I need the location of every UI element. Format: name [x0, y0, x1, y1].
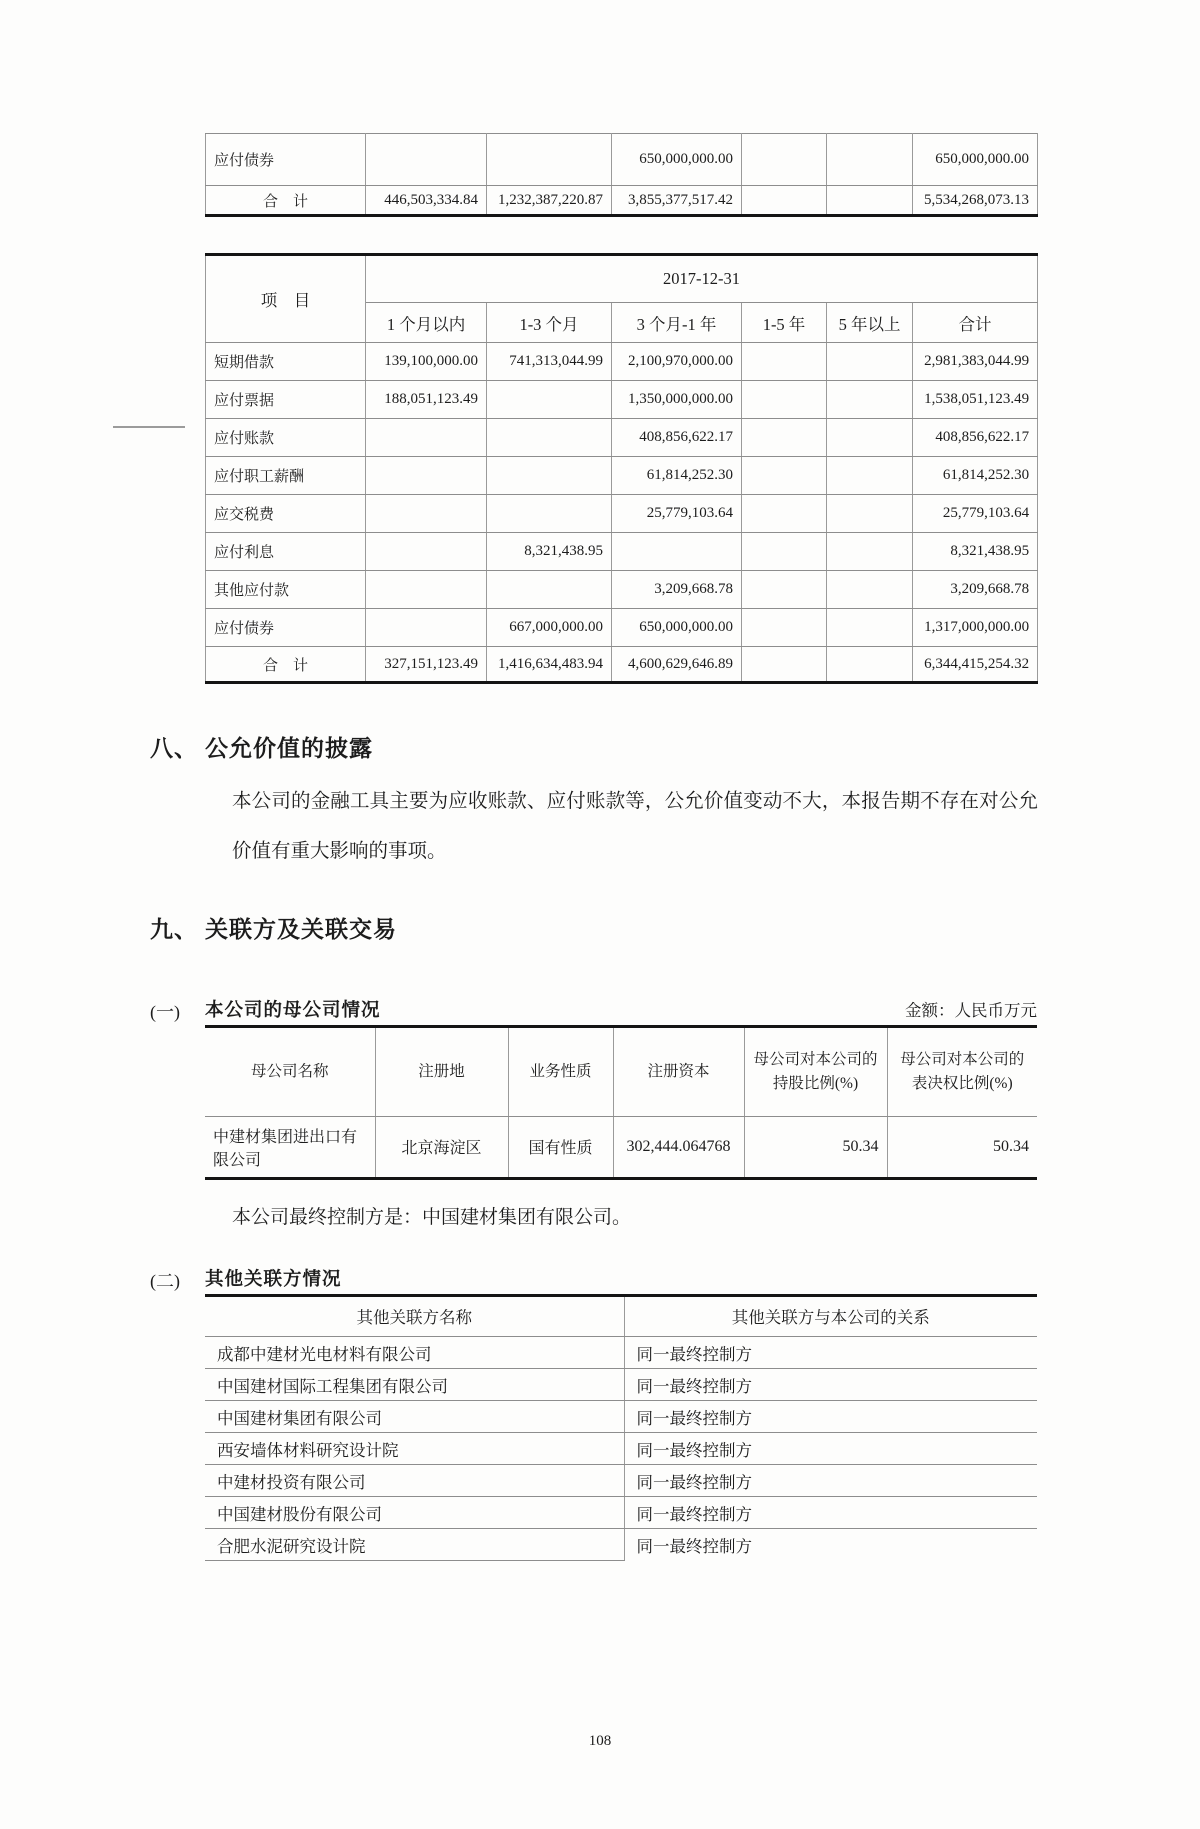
value-cell [487, 381, 612, 419]
value-cell [827, 134, 913, 186]
column-header-cell: 注册资本 [613, 1028, 744, 1116]
payables-aging-table-2017 [205, 253, 1038, 684]
value-cell [366, 419, 487, 457]
relation-cell: 同一最终控制方 [624, 1497, 1037, 1529]
relation-cell: 同一最终控制方 [624, 1433, 1037, 1465]
table-row [205, 1497, 1037, 1529]
value-cell: 408,856,622.17 [913, 419, 1038, 457]
value-cell [742, 609, 827, 647]
value-cell: 2,100,970,000.00 [612, 343, 742, 381]
value-cell: 650,000,000.00 [913, 134, 1038, 186]
section-title: 公允价值的披露 [205, 735, 373, 761]
value-cell [366, 533, 487, 571]
value-cell [827, 457, 913, 495]
table-total-row [206, 186, 1038, 216]
column-header-cell: 1-5 年 [742, 303, 827, 343]
relation-cell: 同一最终控制方 [624, 1369, 1037, 1401]
related-party-name-cell: 中国建材股份有限公司 [205, 1497, 624, 1529]
section-9-heading [150, 911, 1040, 944]
subsection-1-heading [150, 996, 1200, 1028]
column-header-cell: 其他关联方名称 [205, 1297, 624, 1337]
value-cell: 1,538,051,123.49 [913, 381, 1038, 419]
table-row [205, 1433, 1037, 1465]
column-header-cell: 3 个月-1 年 [612, 303, 742, 343]
value-cell [742, 134, 827, 186]
value-cell [742, 186, 827, 216]
table-row [205, 1465, 1037, 1497]
table-row [205, 1369, 1037, 1401]
table-row [206, 533, 1038, 571]
table-row [205, 1337, 1037, 1369]
value-cell: 139,100,000.00 [366, 343, 487, 381]
value-cell: 667,000,000.00 [487, 609, 612, 647]
relation-cell: 同一最终控制方 [624, 1337, 1037, 1369]
value-cell [827, 186, 913, 216]
value-cell [827, 381, 913, 419]
value-cell: 6,344,415,254.32 [913, 647, 1038, 683]
value-cell [742, 647, 827, 683]
value-cell: 25,779,103.64 [913, 495, 1038, 533]
related-party-name-cell: 西安墙体材料研究设计院 [205, 1433, 624, 1465]
related-party-name-cell: 合肥水泥研究设计院 [205, 1529, 624, 1561]
subsection-2-heading [150, 1265, 1200, 1297]
column-header-cell: 1-3 个月 [487, 303, 612, 343]
row-label-cell: 应交税费 [206, 495, 366, 533]
value-cell: 741,313,044.99 [487, 343, 612, 381]
value-cell [366, 571, 487, 609]
related-parties-table [205, 1297, 1037, 1562]
value-cell: 1,317,000,000.00 [913, 609, 1038, 647]
section-number: 八、 [150, 735, 198, 761]
subsection-number: (一) [150, 1002, 180, 1022]
subsection-title-rule [205, 996, 1037, 1028]
payables-aging-table-continued [205, 133, 1038, 217]
table-row [206, 609, 1038, 647]
value-cell: 650,000,000.00 [612, 134, 742, 186]
value-cell: 1,232,387,220.87 [487, 186, 612, 216]
section-title: 关联方及关联交易 [205, 916, 397, 942]
value-cell: 3,209,668.78 [612, 571, 742, 609]
value-cell [366, 134, 487, 186]
value-cell: 50.34 [744, 1116, 887, 1178]
value-cell [366, 457, 487, 495]
scan-artifact-line [113, 426, 185, 428]
value-cell [827, 495, 913, 533]
ultimate-controller-note: 本公司最终控制方是：中国建材集团有限公司。 [232, 1206, 632, 1228]
table-header-row [205, 1297, 1037, 1337]
relation-cell: 同一最终控制方 [624, 1529, 1037, 1561]
related-party-name-cell: 成都中建材光电材料有限公司 [205, 1337, 624, 1369]
value-cell [742, 457, 827, 495]
value-cell: 327,151,123.49 [366, 647, 487, 683]
table-row [206, 381, 1038, 419]
value-cell [366, 495, 487, 533]
item-header-cell: 项 目 [206, 255, 366, 343]
value-cell: 25,779,103.64 [612, 495, 742, 533]
section-number: 九、 [150, 916, 198, 942]
column-header-cell: 业务性质 [508, 1028, 613, 1116]
value-cell [612, 533, 742, 571]
value-cell: 1,350,000,000.00 [612, 381, 742, 419]
value-cell [487, 495, 612, 533]
value-cell: 650,000,000.00 [612, 609, 742, 647]
currency-unit-note: 金额：人民币万元 [905, 1001, 1037, 1020]
table-header-row [206, 255, 1038, 303]
column-header-cell: 母公司名称 [205, 1028, 375, 1116]
value-cell [742, 381, 827, 419]
table-row [205, 1529, 1037, 1561]
value-cell: 8,321,438.95 [913, 533, 1038, 571]
column-header-cell: 注册地 [375, 1028, 508, 1116]
relation-cell: 同一最终控制方 [624, 1401, 1037, 1433]
related-party-name-cell: 中建材投资有限公司 [205, 1465, 624, 1497]
value-cell: 4,600,629,646.89 [612, 647, 742, 683]
subsection-number: (二) [150, 1270, 180, 1291]
value-cell: 5,534,268,073.13 [913, 186, 1038, 216]
value-cell [366, 609, 487, 647]
row-label-cell: 应付利息 [206, 533, 366, 571]
related-party-name-cell: 中国建材国际工程集团有限公司 [205, 1369, 624, 1401]
table-header-row [205, 1028, 1037, 1116]
value-cell [487, 419, 612, 457]
table-row [205, 1401, 1037, 1433]
subsection-title-rule [205, 1265, 1037, 1297]
row-label-cell: 应付债券 [206, 134, 366, 186]
row-label-cell: 合 计 [206, 186, 366, 216]
table-row [205, 1116, 1037, 1178]
value-cell [742, 343, 827, 381]
value-cell [742, 571, 827, 609]
date-header-cell: 2017-12-31 [366, 255, 1038, 303]
row-label-cell: 短期借款 [206, 343, 366, 381]
row-label-cell: 应付债券 [206, 609, 366, 647]
value-cell [827, 419, 913, 457]
column-header-cell: 其他关联方与本公司的关系 [624, 1297, 1037, 1337]
column-header-cell: 母公司对本公司的表决权比例(%) [887, 1028, 1037, 1116]
page-number: 108 [588, 1733, 612, 1749]
value-cell: 408,856,622.17 [612, 419, 742, 457]
value-cell [827, 647, 913, 683]
value-cell [487, 571, 612, 609]
value-cell: 61,814,252.30 [913, 457, 1038, 495]
table-row [206, 457, 1038, 495]
value-cell: 1,416,634,483.94 [487, 647, 612, 683]
section-8-paragraph: 本公司的金融工具主要为应收账款、应付账款等，公允价值变动不大，本报告期不存在对公允价值有重大影响的事项。 [232, 791, 1038, 862]
subsection-title: 其他关联方情况 [205, 1267, 342, 1289]
table-row [206, 419, 1038, 457]
parent-name-cell: 中建材集团进出口有限公司 [205, 1116, 375, 1178]
table-row [206, 495, 1038, 533]
section-8-heading [150, 730, 1040, 763]
table-row [206, 134, 1038, 186]
column-header-cell: 5 年以上 [827, 303, 913, 343]
value-cell [742, 419, 827, 457]
value-cell: 188,051,123.49 [366, 381, 487, 419]
value-cell: 446,503,334.84 [366, 186, 487, 216]
column-header-cell: 母公司对本公司的持股比例(%) [744, 1028, 887, 1116]
value-cell: 北京海淀区 [375, 1116, 508, 1178]
row-label-cell: 应付职工薪酬 [206, 457, 366, 495]
value-cell [827, 343, 913, 381]
row-label-cell: 应付账款 [206, 419, 366, 457]
value-cell [742, 533, 827, 571]
value-cell: 国有性质 [508, 1116, 613, 1178]
row-label-cell: 其他应付款 [206, 571, 366, 609]
table-row [206, 571, 1038, 609]
value-cell: 50.34 [887, 1116, 1037, 1178]
value-cell [827, 609, 913, 647]
value-cell: 8,321,438.95 [487, 533, 612, 571]
value-cell: 302,444.064768 [613, 1116, 744, 1178]
related-party-name-cell: 中国建材集团有限公司 [205, 1401, 624, 1433]
value-cell [827, 571, 913, 609]
value-cell [827, 533, 913, 571]
parent-company-table [205, 1028, 1037, 1180]
value-cell [487, 457, 612, 495]
value-cell: 3,209,668.78 [913, 571, 1038, 609]
value-cell: 3,855,377,517.42 [612, 186, 742, 216]
value-cell: 61,814,252.30 [612, 457, 742, 495]
subsection-title: 本公司的母公司情况 [205, 999, 381, 1020]
value-cell [742, 495, 827, 533]
relation-cell: 同一最终控制方 [624, 1465, 1037, 1497]
column-header-cell: 合计 [913, 303, 1038, 343]
row-label-cell: 合 计 [206, 647, 366, 683]
value-cell [487, 134, 612, 186]
table-row [206, 343, 1038, 381]
value-cell: 2,981,383,044.99 [913, 343, 1038, 381]
row-label-cell: 应付票据 [206, 381, 366, 419]
table-total-row [206, 647, 1038, 683]
column-header-cell: 1 个月以内 [366, 303, 487, 343]
